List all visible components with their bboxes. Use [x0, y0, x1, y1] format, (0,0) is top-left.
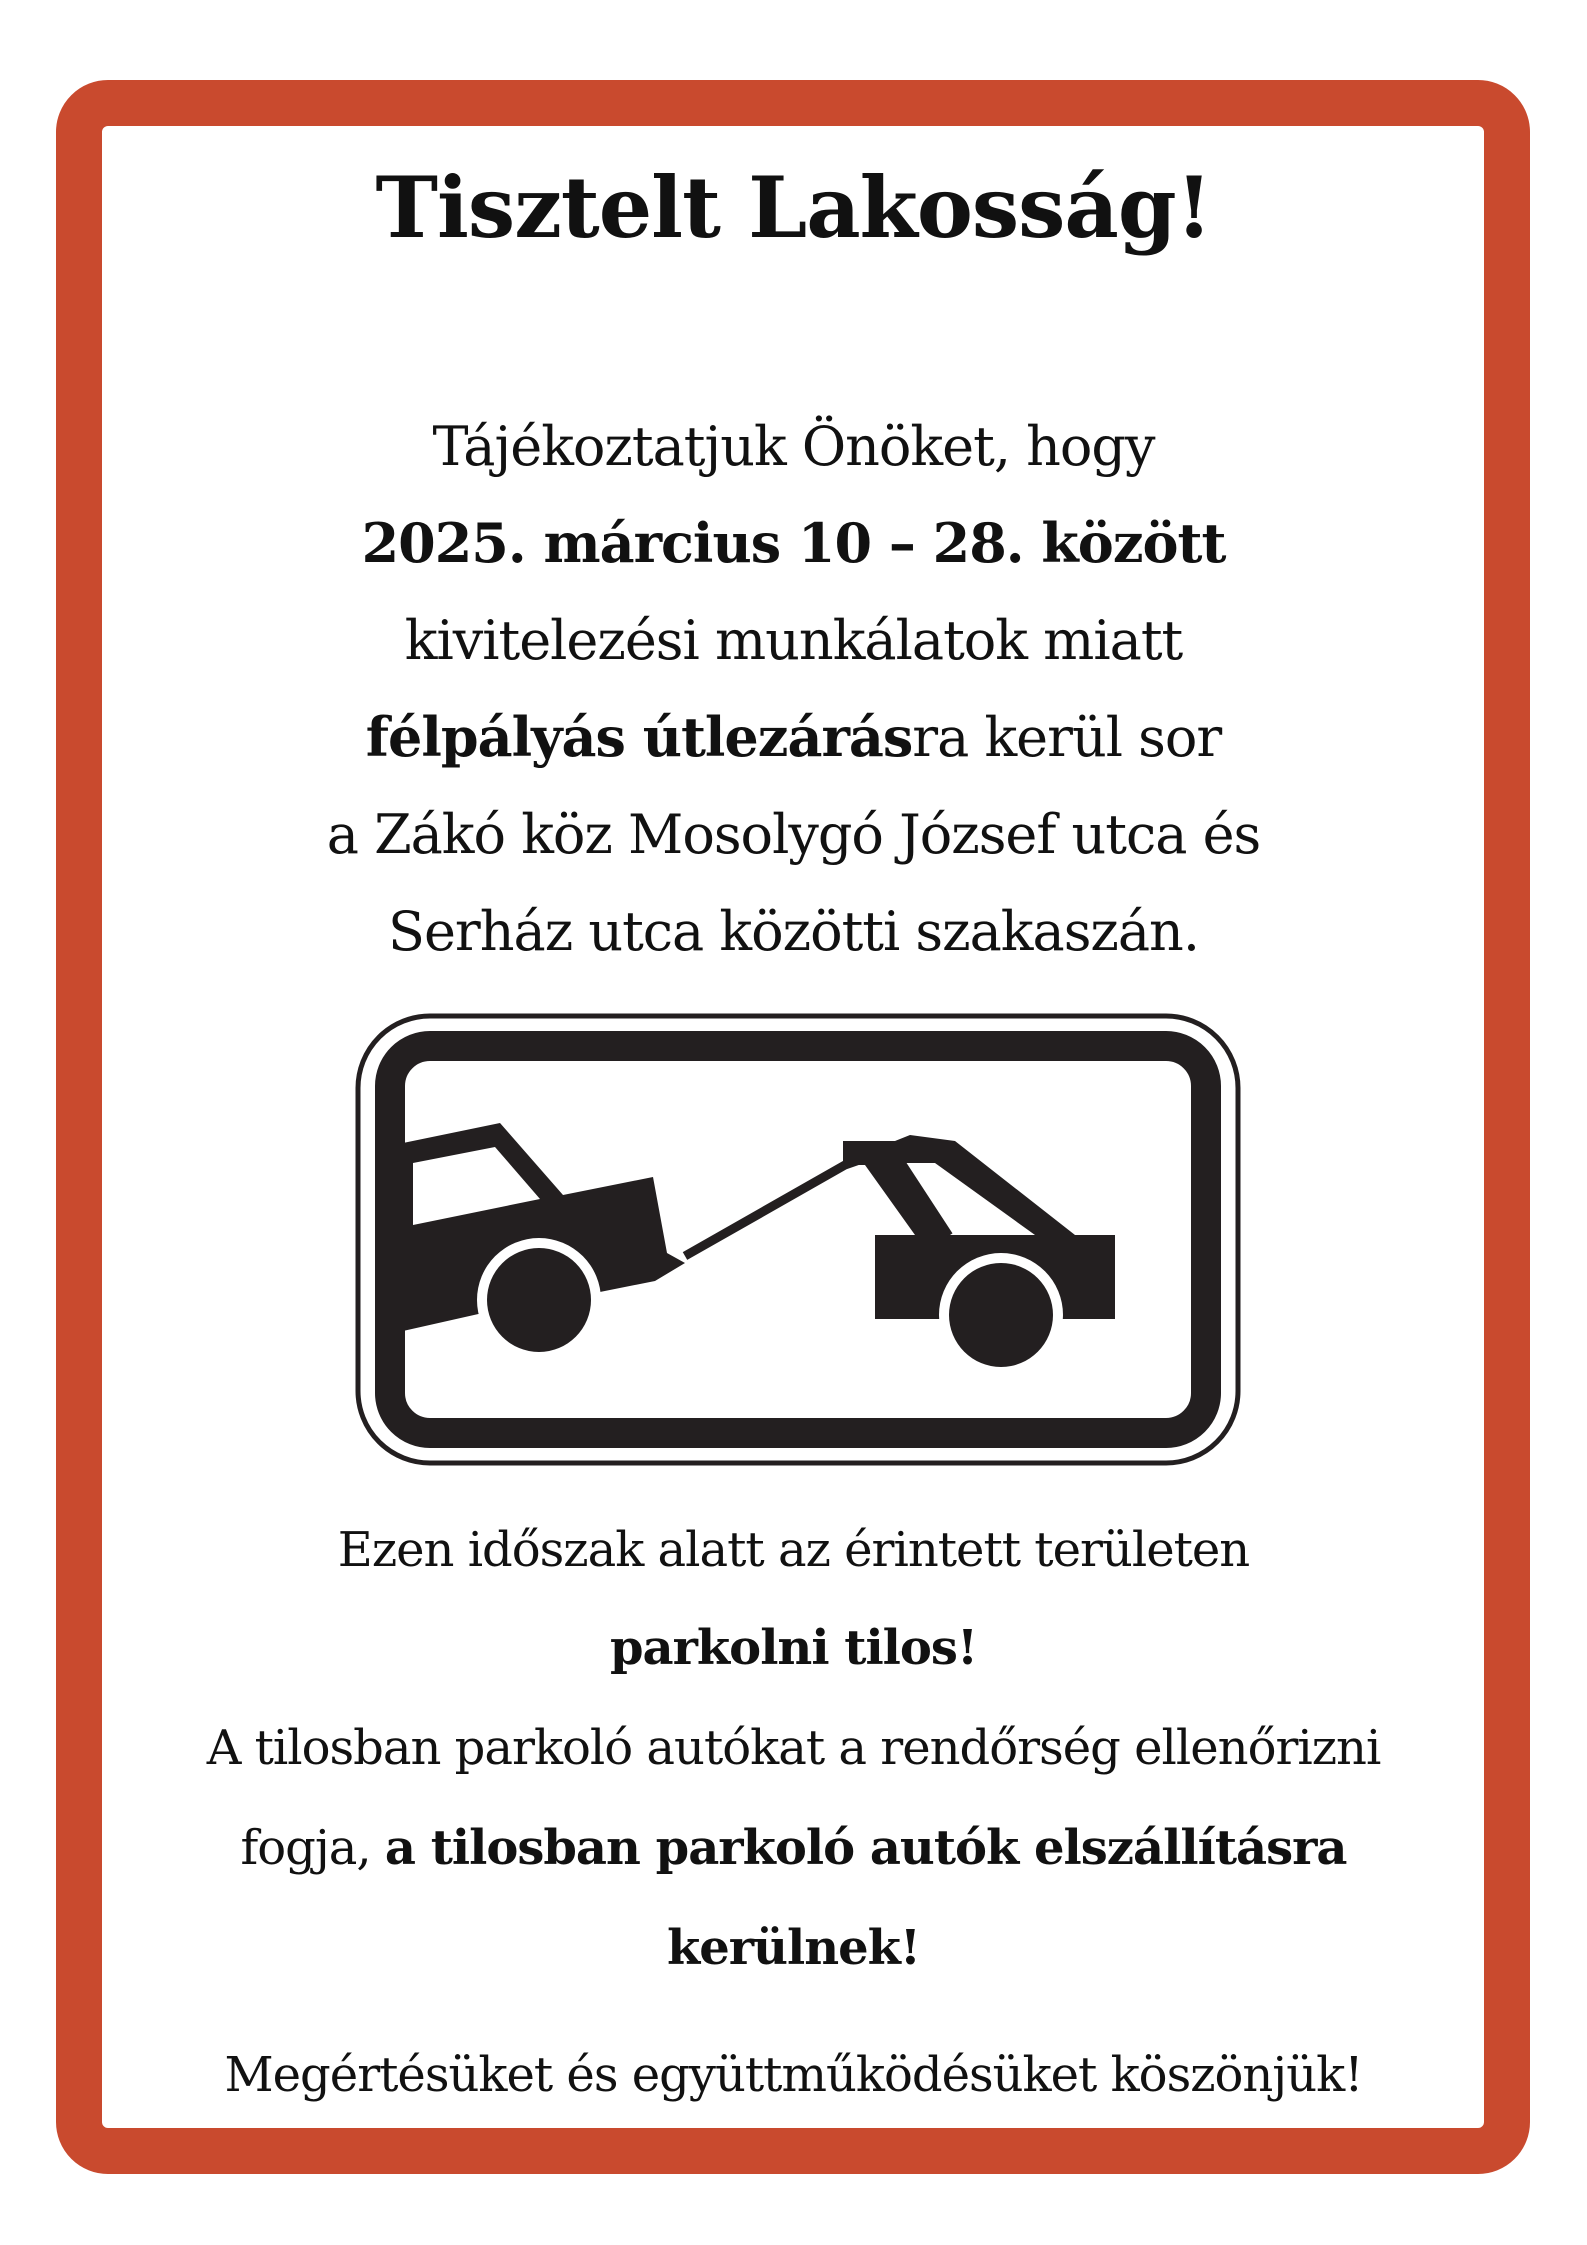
intro-closure-line — [0, 689, 1587, 786]
intro-line: kivitelezési munkálatok miatt — [404, 609, 1183, 672]
towed-car-wheel — [487, 1248, 591, 1352]
outro-line: A tilosban parkoló autókat a rendőrség ellenőrizni — [206, 1720, 1381, 1776]
outro-paragraph — [0, 1503, 1587, 2123]
intro-date-range — [0, 495, 1587, 592]
tow-away-sign-icon — [355, 1013, 1241, 1466]
intro-paragraph — [0, 398, 1587, 980]
intro-line: Serház utca közötti szakaszán. — [387, 900, 1200, 963]
tow-warning-bold: a tilosban parkoló autók elszállításra — [384, 1820, 1347, 1876]
closure-type-bold: félpályás útlezárás — [365, 705, 913, 769]
thanks-line: Megértésüket és együttműködésüket köszönjük! — [224, 2047, 1363, 2103]
tow-warning-end-bold: kerülnek! — [667, 1920, 920, 1976]
page-title: Tisztelt Lakosság! — [375, 158, 1212, 257]
date-range-bold: 2025. március 10 – 28. között — [361, 511, 1226, 575]
outro-tow-prefix: fogja, — [240, 1820, 385, 1876]
no-parking-line — [0, 1598, 1587, 1698]
intro-line: Tájékoztatjuk Önöket, hogy — [432, 415, 1155, 478]
closure-suffix: ra kerül sor — [912, 706, 1222, 769]
outro-tow-end-line — [0, 1898, 1587, 1998]
no-parking-bold: parkolni tilos! — [609, 1620, 978, 1676]
intro-line: a Zákó köz Mosolygó József utca és — [326, 803, 1261, 866]
tow-truck-wheel — [949, 1263, 1053, 1367]
outro-tow-line — [0, 1798, 1587, 1898]
outro-line: Ezen időszak alatt az érintett területen — [337, 1522, 1250, 1578]
